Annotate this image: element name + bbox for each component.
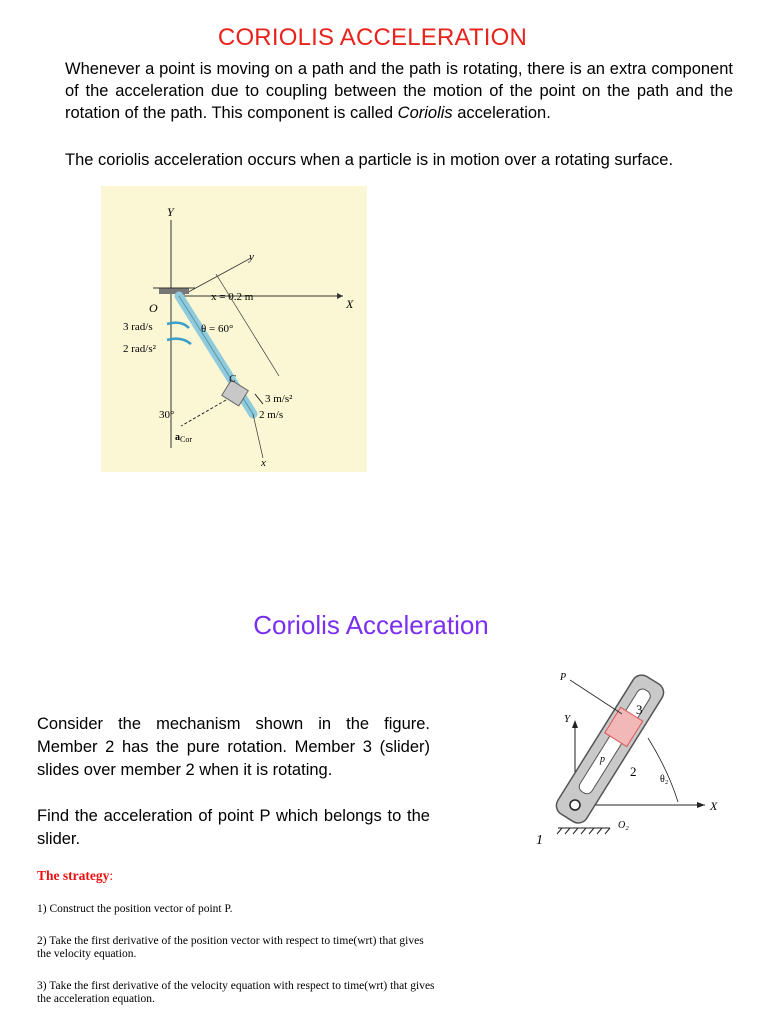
page-title: CORIOLIS ACCELERATION: [217, 24, 528, 51]
omega-arrow: [167, 323, 189, 328]
label-O2: O₂: [618, 820, 629, 831]
section-heading: Coriolis Acceleration: [253, 610, 489, 640]
label-alpha: 2 rad/s²: [123, 343, 156, 355]
rotating-rod-diagram: [101, 186, 367, 472]
mechanism-paragraph: Consider the mechanism shown in the figure. Member 2 has the pure rotation. Member 3 (slider) slides over member 2 when it is rotating.: [37, 715, 430, 779]
acor-line: [181, 400, 226, 426]
pivot-O2: [570, 800, 580, 810]
figure-rotating-rod: [101, 186, 367, 472]
x-axis-arrow: [337, 293, 343, 299]
y-axis-arrow: [572, 720, 578, 728]
label-omega: 3 rad/s: [123, 321, 153, 333]
label-theta: θ = 60°: [201, 323, 234, 335]
label-acc: 3 m/s²: [265, 393, 293, 405]
label-O: O: [149, 301, 158, 315]
label-p: p: [600, 754, 605, 765]
x-axis-arrow: [697, 802, 705, 808]
label-Y: Y: [167, 205, 174, 219]
label-theta2: θ₂: [660, 774, 669, 785]
label-x: x: [261, 457, 266, 469]
intro-paragraph: Whenever a point is moving on a path and the path is rotating, there is an extra component of the acceleration due to coupling between the motion of the point on the path and the rotation of the path. This component is called Coriolis acceleration.: [65, 60, 733, 122]
label-3: 3: [636, 702, 643, 717]
strategy-step-1: 1) Construct the position vector of point P.: [37, 903, 233, 915]
pin-support: [159, 288, 189, 294]
strategy-step-3: 3) Take the first derivative of the velocity equation with respect to time(wrt) that gives the acceleration equation.: [37, 980, 435, 1005]
P-leader: [570, 680, 622, 714]
label-vel: 2 m/s: [259, 409, 284, 421]
label-angle: 30°: [159, 409, 175, 421]
task-paragraph: Find the acceleration of point P which belongs to the slider.: [37, 807, 430, 848]
label-acor: $a_{Cor}$: [175, 432, 192, 444]
label-2: 2: [630, 764, 637, 779]
label-P: P: [560, 672, 567, 683]
figure-slider-mechanism: [530, 640, 760, 850]
coriolis-italic: Coriolis: [397, 104, 453, 122]
label-1: 1: [536, 833, 543, 848]
slider-mechanism-diagram: [530, 640, 760, 850]
strategy-heading: The strategy:: [37, 868, 114, 883]
label-x-eq: x = 0.2 m: [211, 291, 254, 303]
intro-paragraph-2: The coriolis acceleration occurs when a particle is in motion over a rotating surface.: [65, 151, 674, 169]
label-C: C: [229, 374, 236, 385]
strategy-step-2: 2) Take the first derivative of the position vector with respect to time(wrt) that gives the velocity equation.: [37, 935, 424, 960]
ground-hatch: [557, 828, 610, 834]
label-X: X: [346, 297, 354, 311]
label-y: y: [249, 251, 254, 263]
vel-arrow: [255, 394, 263, 404]
label-X: X: [710, 799, 718, 813]
label-Y: Y: [564, 713, 571, 725]
theta-arc: [648, 738, 678, 802]
